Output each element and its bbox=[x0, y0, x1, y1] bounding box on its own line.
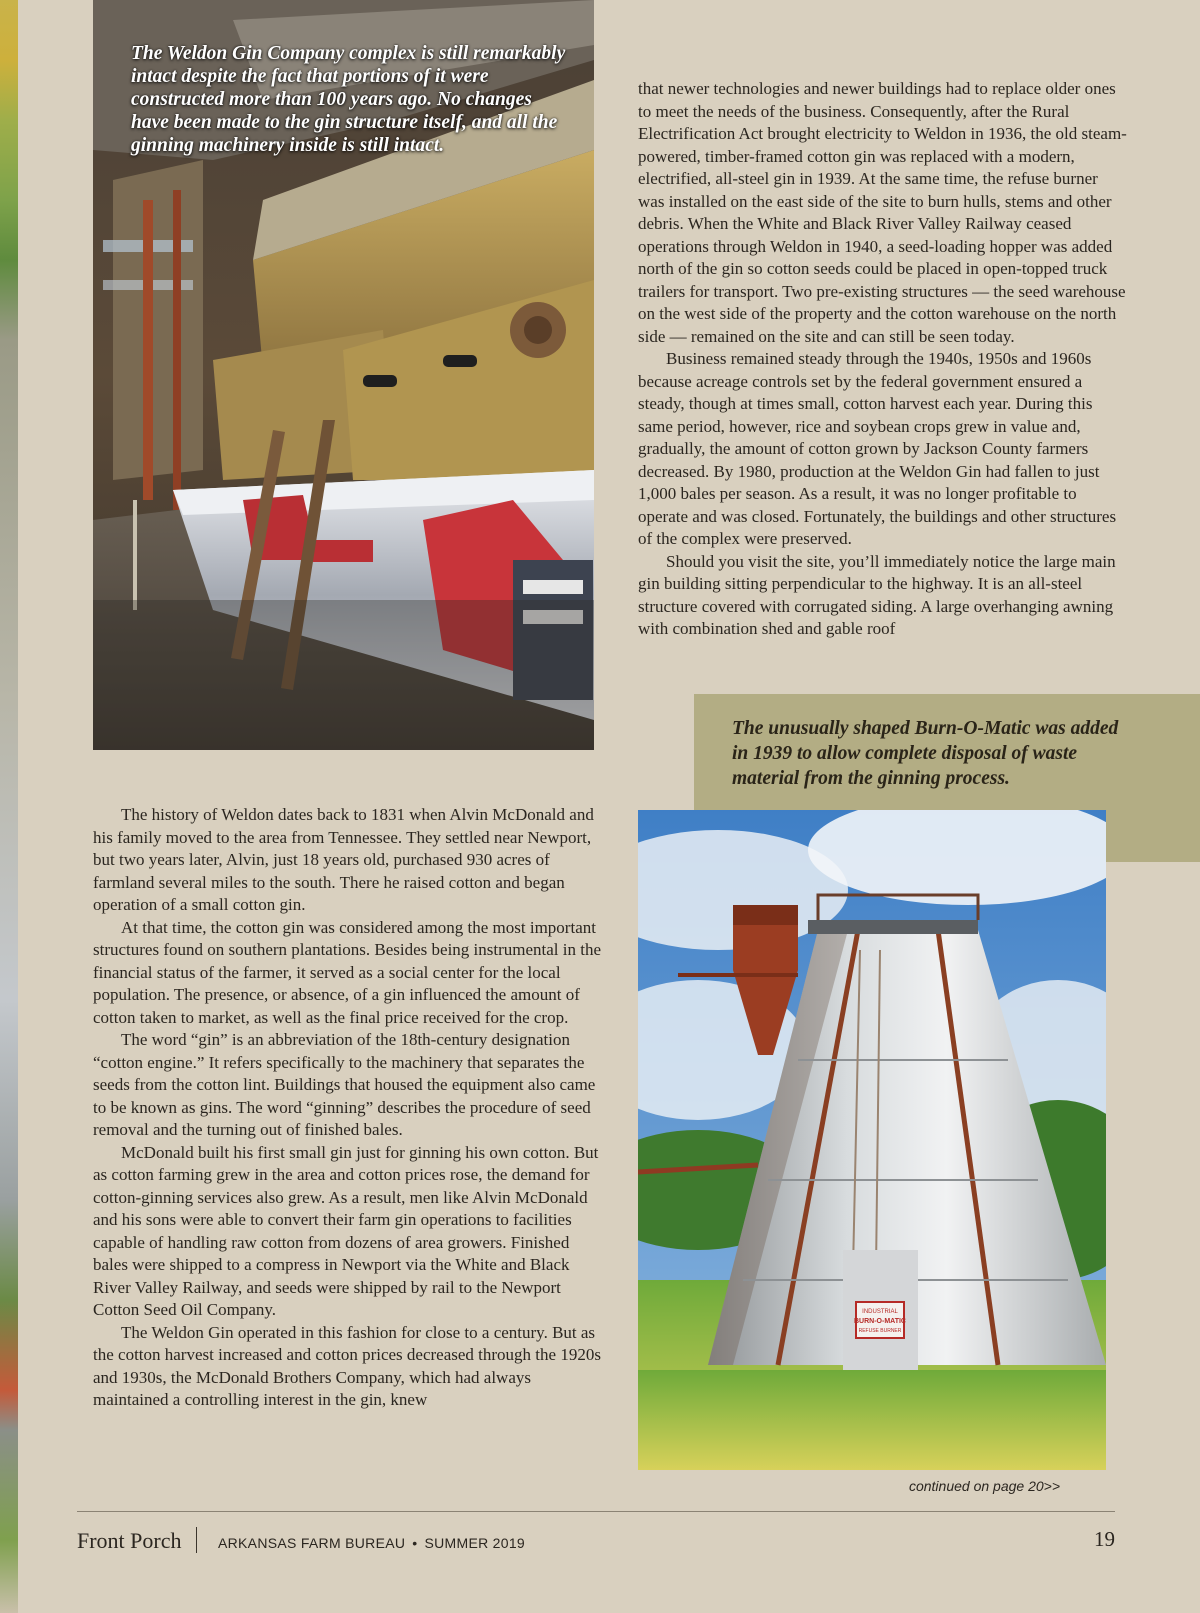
article-paragraph: The word “gin” is an abbreviation of the 18th-century designation “cotton engine.” It refers specifically to the machinery that separates the seeds from the cotton lint. Buildings that housed the equipment also came to be known as gins. The word “ginning” describes the procedure of seed removal and the turning out of finished bales. bbox=[93, 1030, 596, 1139]
left-edge-photo-strip bbox=[0, 0, 18, 1613]
burn-o-matic-photo bbox=[638, 810, 1106, 1470]
article-paragraph: The Weldon Gin operated in this fashion for close to a century. But as the cotton harvest increased and cotton prices decreased through the 1920s and 1930s, the McDonald Brothers Company, which had always maintained a controlling interest in the gin, knew bbox=[93, 1322, 601, 1409]
article-paragraph: The history of Weldon dates back to 1831 when Alvin McDonald and his family moved to the area from Tennessee. They settled near Newport, but two years later, Alvin, just 18 years old, purchased 930 acres of farmland several miles to the south. There he raised cotton and began operation of a small cotton gin. bbox=[93, 805, 594, 914]
burn-photo-caption: The unusually shaped Burn-O-Matic was added in 1939 to allow complete disposal of waste material from the ginning process. bbox=[732, 718, 1119, 789]
gin-photo-caption: The Weldon Gin Company complex is still remarkably intact despite the fact that portions of it were constructed more than 100 years ago. No changes have been made to the gin structure itself, and all the ginning machinery inside is still intact. bbox=[131, 43, 566, 156]
footer-brand: Front Porch bbox=[77, 1528, 182, 1553]
article-paragraph: McDonald built his first small gin just for ginning his own cotton. But as cotton farming grew in the area and cotton prices rose, the demand for cotton-ginning services also grew. As a result, men like Alvin McDonald and his sons were able to convert their farm gin operations to facilities capable of handling raw cotton from dozens of area growers. Finished bales were shipped to a compress in Newport via the White and Black River Valley Railway, and seeds were shipped by rail to the Newport Cotton Seed Oil Company. bbox=[93, 1142, 599, 1319]
continued-link[interactable]: continued on page 20>> bbox=[908, 1478, 1060, 1494]
footer-rule bbox=[77, 1511, 1115, 1512]
footer-bullet: • bbox=[412, 1535, 418, 1551]
article-column-left bbox=[93, 804, 603, 1412]
page-number: 19 bbox=[1094, 1527, 1115, 1551]
article-paragraph: At that time, the cotton gin was considered among the most important structures found on southern plantations. Besides being instrumental in the financial status of the farmer, it served as a social center for the local population. The presence, or absence, of a gin influenced the amount of cotton taken to market, as well as the final price received for the crop. bbox=[93, 917, 602, 1027]
sign-line-1: INDUSTRIAL bbox=[862, 1309, 898, 1315]
article-paragraph: Business remained steady through the 1940s, 1950s and 1960s because acreage controls set by the federal government ensured a steady, though at times small, cotton harvest each year. During this same period, however, rice and soybean crops grew in value and, gradually, the amount of cotton grown by Jackson County farmers decreased. By 1980, production at the Weldon Gin had fallen to just 1,000 bales per season. As a result, it was no longer profitable to operate and was closed. Fortunately, the buildings and other structures of the complex were preserved. bbox=[638, 349, 1117, 548]
footer-separator bbox=[196, 1527, 197, 1553]
footer-publisher: ARKANSAS FARM BUREAU bbox=[218, 1535, 406, 1551]
article-paragraph: Should you visit the site, you’ll immediately notice the large main gin building sitting perpendicular to the highway. It is an all-steel structure covered with corrugated siding. A large overhanging awning with combination shed and gable roof bbox=[638, 551, 1116, 638]
footer-publication bbox=[218, 1535, 525, 1551]
article-paragraph: that newer technologies and newer buildings had to replace older ones to meet the needs of the business. Consequently, after the Rural Electrification Act brought electricity to Weldon in 1936, the old steam-powered, timber-framed cotton gin was replaced with a modern, electrified, all-steel gin in 1939. At the same time, the refuse burner was installed on the east side of the site to burn hulls, stems and other debris. When the White and Black River Valley Railway ceased operations through Weldon in 1940, a seed-loading hopper was added north of the gin so cotton seeds could be placed in open-topped truck trailers for transport. Two pre-existing structures — the seed warehouse on the west side of the property and the cotton warehouse on the north side — remained on the site and can still be seen today. bbox=[638, 79, 1127, 346]
footer-issue: SUMMER 2019 bbox=[424, 1535, 526, 1551]
sign-line-2: BURN-O-MATIC bbox=[854, 1318, 906, 1325]
sign-line-3: REFUSE BURNER bbox=[858, 1328, 902, 1334]
article-column-right bbox=[638, 78, 1128, 641]
